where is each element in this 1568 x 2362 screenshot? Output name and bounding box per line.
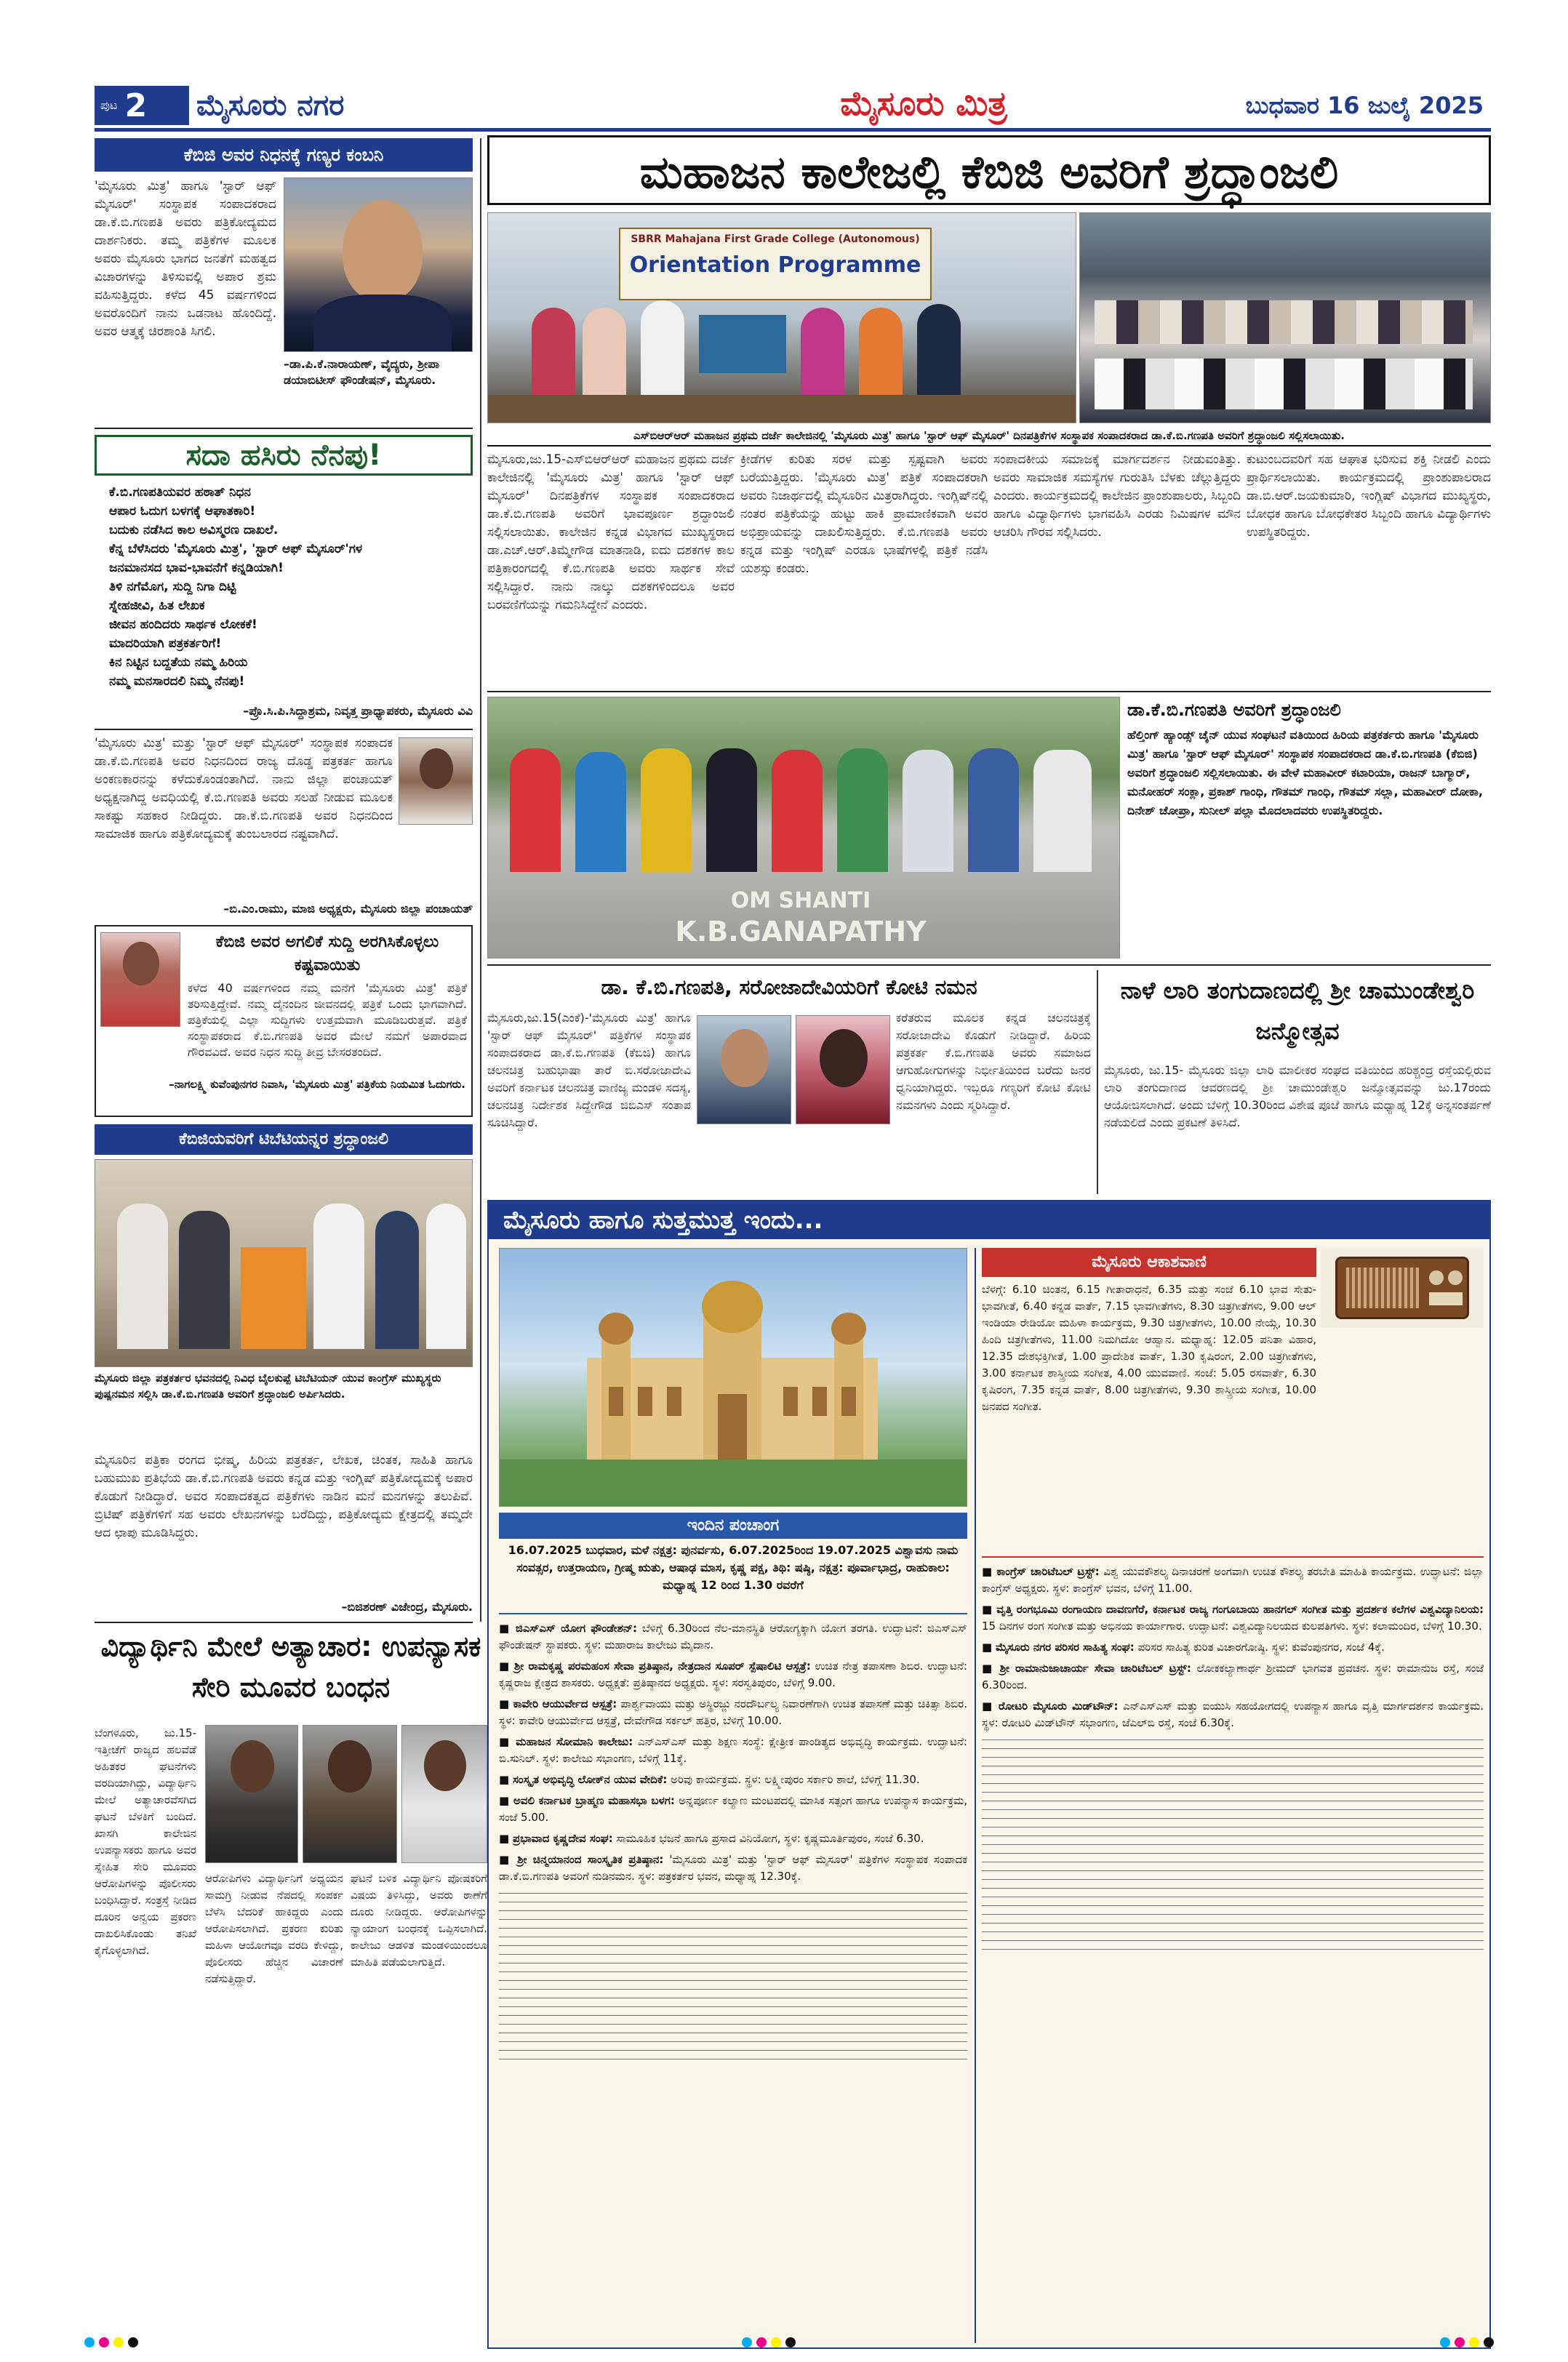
registration-dot — [785, 2337, 796, 2347]
reader-tribute-text: ಕಳೆದ 40 ವರ್ಷಗಳಿಂದ ನಮ್ಮ ಮನೆಗೆ 'ಮೈಸೂರು ಮಿತ್ರ' ಪತ್ರಿಕೆ ತರಿಸುತ್ತಿದ್ದೇವೆ. ನಮ್ಮ ದೈನಂದಿನ ಜೀವನದಲ್ಲಿ ಪತ್ರಿಕೆ ಒಂದು ಭಾಗವಾಗಿದೆ. ಪತ್ರಿಕೆಯಲ್ಲಿ ಎಲ್ಲಾ ಸುದ್ದಿಗಳು ಉತ್ತಮವಾಗಿ ಮೂಡಿಬರುತ್ತವೆ. ಪತ್ರಿಕೆ ಸಂಸ್ಥಾಪಕರಾದ ಕೆ.ಬಿ.ಗಣಪತಿ ಅವರ ಮೇಲೆ ನಮಗೆ ಅಪಾರವಾದ ಗೌರವವಿದೆ. ಅವರ ನಿಧನ ಸುದ್ದಿ ತೀವ್ರ ಬೇಸರತಂದಿದೆ. — [188, 981, 467, 1059]
page-number-box — [95, 86, 189, 125]
event-text: ಪಾರ್ಶ್ವವಾಯು ಮತ್ತು ಅಸ್ಥಿರಜ್ಜು ನರದೌರ್ಬಲ್ಯ ನಿವಾರಣೆಗಾಗಿ ಉಚಿತ ತಪಾಸಣೆ ಮತ್ತು ಚಿಕಿತ್ಸಾ ಶಿಬಿರ. ಸ್ಥಳ: ಕಾವೇರಿ ಆಯುರ್ವೇದ ಆಸ್ಪತ್ರೆ, ದೇವೇಗೌಡ ಸರ್ಕಲ್ ಹತ್ತಿರ, ಬೆಳಿಗ್ಗೆ 10.00. — [499, 1697, 967, 1727]
ground-text-name: K.B.GANAPATHY — [675, 916, 927, 948]
radio-schedule: ಬೆಳಗ್ಗೆ: 6.10 ಚಿಂತನ, 6.15 ಗೀತಾರಾಧನೆ, 6.35 ಮತ್ತು ಸಂಜೆ 6.10 ಭಾವ ಸೇತು-ಭಾವಗೀತೆ, 6.40 ಕನ್ನಡ ವಾರ್ತೆ, 7.15 ಭಾವಗೀತೆಗಳು, 8.30 ಚಿತ್ರಗೀತೆಗಳು, 9.00 ಆಲ್ ಇಂಡಿಯಾ ರೇಡಿಯೋ ಮಹಿಳಾ ಕಾರ್ಯಕ್ರಮ, 9.30 ಚಿತ್ರಗೀತೆಗಳು, 10.00 ನೇಯ್ಗೆ, 10.30 ಹಿಂದಿ ಚಿತ್ರಗೀತೆಗಳು, 11.00 ನಿಮಗಿದೋ ಆಹ್ವಾನ. ಮಧ್ಯಾಹ್ನ: 12.05 ಪನಿತಾ ವಿಹಾರ, 12.35 ದೇಶಭಕ್ತಿಗೀತೆ, 1.00 ಪ್ರಾದೇಶಿಕ ವಾರ್ತೆ, 1.30 ಕೃಷಿರಂಗ, 2.00 ಚಿತ್ರಗೀತೆಗಳು, 3.00 ಕರ್ನಾಟಕ ಶಾಸ್ತ್ರೀಯ ಸಂಗೀತ, 4.00 ಯುವವಾಣಿ. ಸಂಜೆ: 5.05 ರಸವಾರ್ತೆ, 6.30 ಕೃಷಿರಂಗ, 7.35 ಕನ್ನಡ ವಾರ್ತೆ, 8.00 ಚಿತ್ರಗೀತೆಗಳು, 9.30 ಶಾಸ್ತ್ರೀಯ ಸಂಗೀತ, 10.00 ಜನಪದ ಸಂಗೀತ. — [982, 1283, 1316, 1413]
poem-line: ಮಾದರಿಯಾಗಿ ಪತ್ರಕರ್ತರಿಗೆ! — [109, 636, 222, 651]
poem-body — [109, 483, 465, 701]
registration-dot — [113, 2337, 124, 2347]
main-stage-photo — [487, 212, 1076, 423]
page-label: ಪುಟ — [100, 98, 118, 112]
registration-dot — [742, 2337, 752, 2347]
event-title: ಸಂಸ್ಕೃತ ಅಭಿವೃದ್ಧಿ ಲೋಕ್‌ನ ಯುವ ವೇದಿಕೆ: — [512, 1773, 668, 1786]
left-divider-2 — [95, 729, 473, 730]
column-divider-left — [480, 138, 481, 1622]
main-headline: ಮಹಾಜನ ಕಾಲೇಜಲ್ಲಿ ಕೆಬಿಜಿ ಅವರಿಗೆ ಶ್ರದ್ಧಾಂಜಲಿ — [487, 135, 1491, 205]
section-name: ಮೈಸೂರು ನಗರ — [196, 89, 345, 122]
yoga-group-photo — [487, 697, 1120, 958]
left-header-tribute: ಕೆಬಿಜಿ ಅವರ ನಿಧನಕ್ಕೆ ಗಣ್ಯರ ಕಂಬನಿ — [95, 138, 473, 172]
event-item: ■ ಕಾಂಗ್ರೆಸ್ ಚಾರಿಟೆಬಲ್ ಟ್ರಸ್ಟ್: ವಿಶ್ವ ಯುವಕೌಶಲ್ಯ ದಿನಾಚರಣೆ ಅಂಗವಾಗಿ ಉಚಿತ ಕೌಶಲ್ಯ ತರಬೇತಿ ಮಾಹಿತಿ ಕಾರ್ಯಕ್ರಮ. ಉದ್ಘಾಟನೆ: ಜಿಲ್ಲಾ ಕಾಂಗ್ರೆಸ್ ಅಧ್ಯಕ್ಷರು. ಸ್ಥಳ: ಕಾಂಗ್ರೆಸ್ ಭವನ, ಬೆಳಿಗ್ಗೆ 11.00. — [982, 1565, 1484, 1595]
portrait-photo-kbg — [697, 1015, 791, 1124]
lorry-text: ಮೈಸೂರು, ಜು.15- ಮೈಸೂರು ಜಿಲ್ಲಾ ಲಾರಿ ಮಾಲೀಕರ ಸಂಘದ ವತಿಯಿಂದ ಹರಿಶ್ಚಂದ್ರ ರಸ್ತೆಯಲ್ಲಿರುವ ಲಾರಿ ತಂಗುದಾಣದ ಆವರಣದಲ್ಲಿ ಶ್ರೀ ಚಾಮುಂಡೇಶ್ವರಿ ಜನ್ಮೋತ್ಸವವನ್ನು ಜು.17ರಂದು ಆಯೋಜಿಸಲಾಗಿದೆ. ಅಂದು ಬೆಳಿಗ್ಗೆ 10.30ರಿಂದ ವಿಶೇಷ ಪೂಜೆ ಹಾಗೂ ಮಧ್ಯಾಹ್ನ 12ಕ್ಕೆ ಅನ್ನಸಂತರ್ಪಣೆ ನಡೆಯಲಿದೆ ಎಂದು ಪ್ರಕಟಣೆ ತಿಳಿಸಿದೆ. — [1104, 1063, 1491, 1129]
accused-photo-3 — [401, 1725, 487, 1863]
poem-line: ಸ್ನೇಹಜೀವಿ, ಹಿತ ಲೇಖಕ — [109, 598, 205, 613]
tibetan-tribute-header: ಕೆಬಿಜಿಯವರಿಗೆ ಟಿಬೆಟಿಯನ್ನರ ಶ್ರದ್ಧಾಂಜಲಿ — [95, 1124, 473, 1155]
event-title: ಕಾಂಗ್ರೆಸ್ ಚಾರಿಟೆಬಲ್ ಟ್ರಸ್ಟ್: — [996, 1565, 1100, 1578]
koti-text-col2: ಕರೆತರುವ ಮೂಲಕ ಕನ್ನಡ ಚಲನಚಿತ್ರಕ್ಕೆ ಸರೋಜಾದೇವಿ ಕೊಡುಗೆ ನೀಡಿದ್ದಾರೆ. ಹಿರಿಯ ಪತ್ರಕರ್ತ ಕೆ.ಬಿ.ಗಣಪತಿ ಅವರು ಸಮಾಜದ ಆಗುಹೋಗುಗಳನ್ನು ನಿರ್ಭೀತಿಯಿಂದ ಬರೆದು ಜನರ ಧ್ವನಿಯಾಗಿದ್ದರು. ಇಬ್ಬರೂ ಗಣ್ಯರಿಗೆ ಕೋಟಿ ಕೋಟಿ ನಮನಗಳು ಎಂದು ಸ್ಮರಿಸಿದ್ದಾರೆ. — [896, 1011, 1091, 1112]
college-banner — [619, 228, 932, 300]
tribute-text-1: 'ಮೈಸೂರು ಮಿತ್ರ' ಹಾಗೂ 'ಸ್ಟಾರ್ ಆಫ್ ಮೈಸೂರ್' ಸಂಸ್ಥಾಪಕ ಸಂಪಾದಕರಾದ ಡಾ.ಕೆ.ಬಿ.ಗಣಪತಿ ಅವರು ಪತ್ರಿಕೋದ್ಯಮದ ದಾರ್ಶನಿಕರು. ತಮ್ಮ ಪತ್ರಿಕೆಗಳ ಮೂಲಕ ಅವರು ಮೈಸೂರು ಭಾಗದ ಜನತೆಗೆ ಮಹತ್ವದ ವಿಚಾರಗಳನ್ನು ತಿಳಿಸುವಲ್ಲಿ ಅಪಾರ ಶ್ರಮ ವಹಿಸುತ್ತಿದ್ದರು. ಕಳೆದ 45 ವರ್ಷಗಳಿಂದ ಅವರೊಂದಿಗೆ ನಾನು ಒಡನಾಟ ಹೊಂದಿದ್ದೆ. ಅವರ ಆತ್ಮಕ್ಕೆ ಚಿರಶಾಂತಿ ಸಿಗಲಿ. — [95, 179, 276, 339]
poem-line: ಕೆ.ಬಿ.ಗಣಪತಿಯವರ ಹಠಾತ್ ನಿಧನ — [109, 485, 251, 500]
ground-text-om-shanti: OM SHANTI — [730, 888, 871, 913]
event-item: ■ ಮಹಾಜನ ಸೋಮಾನಿ ಕಾಲೇಜು: ಎನ್‌ಎಸ್‌ಎಸ್ ಮತ್ತು ಶಿಕ್ಷಣ ಸಂಸ್ಥೆ: ಕ್ಷೇತ್ರೀಕ ಪಾಂಡಿತ್ಯದ ಅಭಿವೃದ್ಧಿ ಕಾರ್ಯಕ್ರಮ. ಉದ್ಘಾಟನೆ: ಬಿ.ಸುನಿಲ್. ಸ್ಥಳ: ಕಾಲೇಜು ಸಭಾಂಗಣ, ಬೆಳಿಗ್ಗೆ 11ಕ್ಕೆ. — [499, 1735, 967, 1765]
masthead-logo: ಮೈಸೂರು ಮಿತ್ರ — [840, 84, 1007, 123]
main-story-col3: ಸಂಪಾದಕೀಯ ಸಮಾಜಕ್ಕೆ ಮಾರ್ಗದರ್ಶನ ನೀಡುವಂತಿತ್ತು. ಅವರು ಸಾಮಾಜಿಕ ಸಮಸ್ಯೆಗಳ ಗುರುತಿಸಿ ಬೆಳಕು ಚೆಲ್ಲುತ್ತಿದ್ದರು ಎಂದರು. ಕಾರ್ಯಕ್ರಮದಲ್ಲಿ ಕಾಲೇಜಿನ ಪ್ರಾಂಶುಪಾಲರು, ಸಿಬ್ಬಂದಿ ಹಾಗೂ ವಿದ್ಯಾರ್ಥಿಗಳು ಭಾಗವಹಿಸಿ ಎರಡು ನಿಮಿಷಗಳ ಮೌನ ಆಚರಿಸಿ ಗೌರವ ಸಲ್ಲಿಸಿದರು. — [993, 452, 1241, 540]
event-title: ಶ್ರೀ ರಾಮಕೃಷ್ಣ ಪರಮಹಂಸ ಸೇವಾ ಪ್ರತಿಷ್ಠಾನ, ನೇತ್ರದಾನ ಸೂಪರ್ ಸ್ಪೆಷಾಲಿಟಿ ಆಸ್ಪತ್ರೆ: — [514, 1660, 811, 1673]
registration-dot — [756, 2337, 767, 2347]
registration-dot — [1455, 2337, 1465, 2347]
poem-line: ಕೆನ್ನ ಬೆಳೆಸಿದರು 'ಮೈಸೂರು ಮಿತ್ರ', 'ಸ್ಟಾರ್ ಆಫ್ ಮೈಸೂರ್'ಗಳ — [109, 542, 363, 556]
koti-text-col1: ಮೈಸೂರು,ಜು.15(ಎಂಕೆ)-'ಮೈಸೂರು ಮಿತ್ರ' ಹಾಗೂ 'ಸ್ಟಾರ್ ಆಫ್ ಮೈಸೂರ್' ಪತ್ರಿಕೆಗಳ ಸಂಸ್ಥಾಪಕ ಸಂಪಾದಕರಾದ ಡಾ.ಕೆ.ಬಿ.ಗಣಪತಿ (ಕೆಬಿಜಿ) ಹಾಗೂ ಚಲನಚಿತ್ರ ಬಹುಭಾಷಾ ತಾರೆ ಬಿ.ಸರೋಜಾದೇವಿ ಅವರಿಗೆ ಕರ್ನಾಟಕ ಚಲನಚಿತ್ರ ವಾಣಿಜ್ಯ ಮಂಡಳಿ ಸದಸ್ಯ, ಚಲನಚಿತ್ರ ನಿರ್ದೇಶಕ ಸಿದ್ದೇಗೌಡ ಜಿಬಿಎಸ್ ಸಂತಾಪ ಸೂಚಿಸಿದ್ದಾರೆ. — [487, 1011, 691, 1129]
poem-signature: –ಪ್ರೊ.ಸಿ.ಪಿ.ಸಿದ್ದಾಶ್ರಮ, ನಿವೃತ್ತ ಪ್ರಾಧ್ಯಾಪಕರು, ಮೈಸೂರು ವಿವಿ — [243, 704, 473, 718]
event-title: ಮಹಾಜನ ಸೋಮಾನಿ ಕಾಲೇಜು: — [516, 1735, 633, 1748]
registration-dot — [128, 2337, 138, 2347]
registration-dot — [84, 2337, 95, 2347]
college-banner-text: SBRR Mahajana First Grade College (Autonomous) — [631, 233, 920, 245]
center-divider-2 — [487, 964, 1491, 966]
tribute-signature-1: –ಡಾ.ಪಿ.ಕೆ.ನಾರಾಯಣ್, ವೈದ್ಯರು, ಶ್ರೀಪಾ ಡಯಾಬಿಟೀಸ್ ಫೌಂಡೇಷನ್, ಮೈಸೂರು. — [284, 357, 440, 387]
students-audience-photo — [1079, 212, 1491, 423]
main-story-col2: ಕ್ರೀಡೆಗಳ ಕುರಿತು ಸರಳ ಮತ್ತು ಸ್ಪಷ್ಟವಾಗಿ ಅವರು ಬರೆಯುತ್ತಿದ್ದರು. 'ಮೈಸೂರು ಮಿತ್ರ' ಪತ್ರಿಕೆ ಸಂಪಾದಕರಾಗಿ ಅವರು ನಿಜಾರ್ಥದಲ್ಲಿ ಮೈಸೂರಿನ ಮಿತ್ರರಾಗಿದ್ದರು. ಇಂಗ್ಲಿಷ್‌ನಲ್ಲಿ ನಂತರ ಪತ್ರಿಕೆಯನ್ನು ಹುಟ್ಟು ಹಾಕಿ ಪ್ರಾಮಾಣಿಕವಾಗಿ ಅವರ ಅಭಿಪ್ರಾಯವನ್ನು ದಾಖಲಿಸುತ್ತಿದ್ದರು. ಕೆ.ಬಿ.ಗಣಪತಿ ಅವರು ಕನ್ನಡ ಮತ್ತು ಇಂಗ್ಲಿಷ್ ಎರಡೂ ಭಾಷೆಗಳಲ್ಲಿ ಪತ್ರಿಕೆ ನಡೆಸಿ ಯಶಸ್ಸು ಕಂಡರು. — [740, 452, 988, 576]
poem-line: ಆಪಾರ ಓದುಗ ಬಳಗಕ್ಕೆ ಆಘಾತಕಾರಿ! — [109, 504, 256, 519]
event-item: ■ ರೋಟರಿ ಮೈಸೂರು ಮಿಡ್‌ಟೌನ್: ಎನ್‌ಎಸ್‌ಎಸ್ ಮತ್ತು ಐಯುಸಿ ಸಹಯೋಗದಲ್ಲಿ ಉಪನ್ಯಾಸ ಹಾಗೂ ವೃತ್ತಿ ಮಾರ್ಗದರ್ಶನ ಕಾರ್ಯಕ್ರಮ. ಸ್ಥಳ: ರೋಟರಿ ಮಿಡ್‌ಟೌನ್ ಸಭಾಂಗಣ, ಜೆಎಲ್‌ಬಿ ರಸ್ತೆ, ಸಂಜೆ 6.30ಕ್ಕೆ. — [982, 1700, 1484, 1729]
issue-date: ಬುಧವಾರ 16 ಜುಲೈ 2025 — [1245, 92, 1484, 119]
event-text: ಎನ್‌ಎಸ್‌ಎಸ್ ಮತ್ತು ಶಿಕ್ಷಣ ಸಂಸ್ಥೆ: ಕ್ಷೇತ್ರೀಕ ಪಾಂಡಿತ್ಯದ ಅಭಿವೃದ್ಧಿ ಕಾರ್ಯಕ್ರಮ. ಉದ್ಘಾಟನೆ: ಬಿ.ಸುನಿಲ್. ಸ್ಥಳ: ಕಾಲೇಜು ಸಭಾಂಗಣ, ಬೆಳಿಗ್ಗೆ 11ಕ್ಕೆ. — [499, 1735, 967, 1765]
radio-header: ಮೈಸೂರು ಆಕಾಶವಾಣಿ — [982, 1248, 1316, 1277]
event-item: ■ ಶ್ರೀ ರಾಮಕೃಷ್ಣ ಪರಮಹಂಸ ಸೇವಾ ಪ್ರತಿಷ್ಠಾನ, ನೇತ್ರದಾನ ಸೂಪರ್ ಸ್ಪೆಷಾಲಿಟಿ ಆಸ್ಪತ್ರೆ: ಉಚಿತ ನೇತ್ರ ತಪಾಸಣಾ ಶಿಬಿರ. ಉದ್ಘಾಟನೆ: ಕೃಷ್ಣರಾಜ ಕ್ಷೇತ್ರದ ಶಾಸಕರು. ಅಧ್ಯಕ್ಷತೆ: ಪ್ರತಿಷ್ಠಾನದ ಅಧ್ಯಕ್ಷರು. ಸ್ಥಳ: ಸರಸ್ವತಿಪುರಂ, ಬೆಳಿಗ್ಗೆ 9.00. — [499, 1660, 967, 1689]
event-text: ಬೆಳಿಗ್ಗೆ 6.30ರಿಂದ ನೆಲ-ಮಾನಸ್ಥಿತಿ ಆರೋಗ್ಯಕ್ಕಾಗಿ ಯೋಗ ತರಗತಿ. ಉದ್ಘಾಟನೆ: ಜಿಎಸ್‌ಎಸ್ ಫೌಂಡೇಷನ್ ಸ್ಥಾಪಕರು. ಸ್ಥಳ: ಮಹಾರಾಜ ಕಾಲೇಜು ಮೈದಾನ. — [499, 1622, 967, 1652]
lorry-divider — [1097, 970, 1098, 1194]
event-title: ಶ್ರೀ ರಾಮಾನುಜಾಚಾರ್ಯ ಸೇವಾ ಚಾರಿಟೆಬಲ್ ಟ್ರಸ್ಟ್: — [999, 1662, 1191, 1675]
reader-tribute-title: ಕೆಬಿಜಿ ಅವರ ಅಗಲಿಕೆ ಸುದ್ದಿ ಅರಗಿಸಿಕೊಳ್ಳಲು ಕಷ್ಟವಾಯಿತು — [215, 933, 439, 974]
event-text: ಲೋಕಕಲ್ಯಾಣಾರ್ಥ ಶ್ರೀಮದ್ ಭಾಗವತ ಪ್ರವಚನ. ಸ್ಥಳ: ರಾಮಾನುಜ ರಸ್ತೆ, ಸಂಜೆ 6.30ರಿಂದ. — [982, 1662, 1484, 1692]
lorry-headline: ನಾಳೆ ಲಾರಿ ತಂಗುದಾಣದಲ್ಲಿ ಶ್ರೀ ಚಾಮುಂಡೇಶ್ವರಿ ಜನ್ಮೋತ್ಸವ — [1120, 977, 1475, 1045]
event-text: 'ಮೈಸೂರು ಮಿತ್ರ' ಮತ್ತು 'ಸ್ಟಾರ್ ಆಫ್ ಮೈಸೂರ್' ಪತ್ರಿಕೆಗಳ ಸಂಸ್ಥಾಪಕ ಸಂಪಾದಕ ಡಾ.ಕೆ.ಬಿ.ಗಣಪತಿ ಅವರಿಗೆ ನುಡಿನಮನ. ಸ್ಥಳ: ಪತ್ರಕರ್ತರ ಭವನ, ಮಧ್ಯಾಹ್ನ 12.30ಕ್ಕೆ. — [499, 1853, 967, 1883]
event-item: ■ ಜಿಎಸ್‌ಎಸ್ ಯೋಗ ಫೌಂಡೇಶನ್: ಬೆಳಿಗ್ಗೆ 6.30ರಿಂದ ನೆಲ-ಮಾನಸ್ಥಿತಿ ಆರೋಗ್ಯಕ್ಕಾಗಿ ಯೋಗ ತರಗತಿ. ಉದ್ಘಾಟನೆ: ಜಿಎಸ್‌ಎಸ್ ಫೌಂಡೇಷನ್ ಸ್ಥಾಪಕರು. ಸ್ಥಳ: ಮಹಾರಾಜ ಕಾಲೇಜು ಮೈದಾನ. — [499, 1622, 967, 1652]
poem-line: ನಮ್ಮ ಮನಸಾರದಲಿ ನಿಮ್ಮ ನೆನಪು! — [109, 674, 245, 689]
poem-line: ಬದುಕು ನಡೆಸಿದ ಕಾಲ ಅವಿಸ್ಮರಣ ದಾಖಲೆ. — [109, 523, 279, 537]
accused-photo-2 — [303, 1725, 397, 1863]
event-text: ವಿಶ್ವ ಯುವಕೌಶಲ್ಯ ದಿನಾಚರಣೆ ಅಂಗವಾಗಿ ಉಚಿತ ಕೌಶಲ್ಯ ತರಬೇತಿ ಮಾಹಿತಿ ಕಾರ್ಯಕ್ರಮ. ಉದ್ಘಾಟನೆ: ಜಿಲ್ಲಾ ಕಾಂಗ್ರೆಸ್ ಅಧ್ಯಕ್ಷರು. ಸ್ಥಳ: ಕಾಂಗ್ರೆಸ್ ಭವನ, ಬೆಳಿಗ್ಗೆ 11.00. — [982, 1565, 1484, 1595]
event-text: ಸಾಮೂಹಿಕ ಭಜನೆ ಹಾಗೂ ಪ್ರಸಾದ ವಿನಿಯೋಗ, ಸ್ಥಳ: ಕೃಷ್ಣಮೂರ್ತಿಪುರಂ, ಸಂಜೆ 6.30. — [616, 1832, 924, 1845]
tibetan-group-photo — [95, 1159, 473, 1367]
poem-title: ಸದಾ ಹಸಿರು ನೆನಪು! — [95, 435, 473, 476]
main-story-col1: ಮೈಸೂರು,ಜು.15-ಎಸ್‌ಬಿಆರ್‌ಆರ್ ಮಹಾಜನ ಪ್ರಥಮ ದರ್ಜೆ ಕಾಲೇಜಿನಲ್ಲಿ 'ಮೈಸೂರು ಮಿತ್ರ' ಹಾಗೂ 'ಸ್ಟಾರ್ ಆಫ್ ಮೈಸೂರ್' ದಿನಪತ್ರಿಕೆಗಳ ಸಂಸ್ಥಾಪಕ ಸಂಪಾದಕರಾದ ಡಾ.ಕೆ.ಬಿ.ಗಣಪತಿ ಅವರಿಗೆ ಭಾವಪೂರ್ಣ ಶ್ರದ್ಧಾಂಜಲಿ ಸಲ್ಲಿಸಲಾಯಿತು. ಕಾಲೇಜಿನ ಕನ್ನಡ ವಿಭಾಗದ ಮುಖ್ಯಸ್ಥರಾದ ಡಾ.ಎಚ್.ಆರ್.ತಿಮ್ಮೇಗೌಡ ಮಾತನಾಡಿ, ಐದು ದಶಕಗಳ ಕಾಲ ಪತ್ರಿಕಾರಂಗದಲ್ಲಿ ಕೆ.ಬಿ.ಗಣಪತಿ ಅವರು ಸಾರ್ಥಕ ಸೇವೆ ಸಲ್ಲಿಸಿದ್ದಾರೆ. ನಾನು ನಾಲ್ಕು ದಶಕಗಳಿಂದಲೂ ಅವರ ಬರವಣಿಗೆಯನ್ನು ಗಮನಿಸಿದ್ದೇನೆ ಎಂದರು. — [487, 452, 735, 612]
mysore-palace-image — [499, 1248, 967, 1507]
poem-line: ಕಿನ ನಿಟ್ಟಿನ ಬದ್ದತೆಯ ನಮ್ಮ ಹಿರಿಯ — [109, 655, 248, 670]
crime-text-col1: ಬೆಂಗಳೂರು, ಜು.15- ಇತ್ತೀಚೆಗೆ ರಾಜ್ಯದ ಹಲವೆಡೆ ಅಹಿತಕರ ಘಟನೆಗಳು ವರದಿಯಾಗಿದ್ದು, ವಿದ್ಯಾರ್ಥಿನಿ ಮೇಲೆ ಅತ್ಯಾಚಾರವೆಸಗಿದ ಘಟನೆ ಬೆಳಕಿಗೆ ಬಂದಿದೆ. ಖಾಸಗಿ ಕಾಲೇಜಿನ ಉಪನ್ಯಾಸಕರು ಹಾಗೂ ಅವರ ಸ್ನೇಹಿತ ಸೇರಿ ಮೂವರು ಆರೋಪಿಗಳನ್ನು ಪೊಲೀಸರು ಬಂಧಿಸಿದ್ದಾರೆ. ಸಂತ್ರಸ್ತೆ ನೀಡಿದ ದೂರಿನ ಅನ್ವಯ ಪ್ರಕರಣ ದಾಖಲಿಸಿಕೊಂಡು ತನಿಖೆ ಕೈಗೊಳ್ಳಲಾಗಿದೆ. — [95, 1726, 196, 1957]
today-column-divider — [975, 1248, 976, 2343]
event-list-filler — [499, 1893, 967, 2059]
event-item: ■ ಅವಲಿ ಕರ್ನಾಟಕ ಬ್ರಾಹ್ಮಣ ಮಹಾಸಭಾ ಬಳಗ: ಅನ್ನಪೂರ್ಣ ಕಲ್ಯಾಣ ಮಂಟಪದಲ್ಲಿ ಮಾಸಿಕ ಸತ್ಸಂಗ ಹಾಗೂ ಉಪನ್ಯಾಸ ಕಾರ್ಯಕ್ರಮ, ಸಂಜೆ 5.00. — [499, 1794, 967, 1824]
crime-text-col2: ಆರೋಪಿಗಳು ವಿದ್ಯಾರ್ಥಿನಿಗೆ ಅಧ್ಯಯನ ಸಾಮಗ್ರಿ ನೀಡುವ ನೆಪದಲ್ಲಿ ಸಂಪರ್ಕ ಬೆಳೆಸಿ ಬೆದರಿಕೆ ಹಾಕಿದ್ದರು ಎಂದು ಆರೋಪಿಸಲಾಗಿದೆ. ಪ್ರಕರಣ ಕುರಿತು ಮಹಿಳಾ ಆಯೋಗವೂ ವರದಿ ಕೇಳಿದ್ದು, ಪೊಲೀಸರು ಹೆಚ್ಚಿನ ವಿಚಾರಣೆ ನಡೆಸುತ್ತಿದ್ದಾರೆ. — [205, 1872, 343, 1985]
event-title: ಜಿಎಸ್‌ಎಸ್ ಯೋಗ ಫೌಂಡೇಶನ್: — [515, 1622, 638, 1635]
tibetan-tribute-signature: –ಬಿಜಿಶರಣ್ ವಿಜೇಂದ್ರ, ಮೈಸೂರು. — [341, 1600, 473, 1614]
event-text: ಅರಿವು ಕಾರ್ಯಕ್ರಮ. ಸ್ಥಳ: ಲಕ್ಷ್ಮೀಪುರಂ ಸರ್ಕಾರಿ ಶಾಲೆ, ಬೆಳಿಗ್ಗೆ 11.30. — [671, 1773, 920, 1786]
yoga-caption-title: ಡಾ.ಕೆ.ಬಿ.ಗಣಪತಿ ಅವರಿಗೆ ಶ್ರದ್ಧಾಂಜಲಿ — [1127, 700, 1341, 720]
event-title: ರೋಟರಿ ಮೈಸೂರು ಮಿಡ್‌ಟೌನ್: — [998, 1700, 1119, 1713]
today-section-header: ಮೈಸೂರು ಹಾಗೂ ಸುತ್ತಮುತ್ತ ಇಂದು... — [489, 1201, 1489, 1239]
event-text: ಪರಿಸರ ಸಾಹಿತ್ಯ ಕುರಿತ ವಿಚಾರಗೋಷ್ಠಿ. ಸ್ಥಳ: ಕುವೆಂಪುನಗರ, ಸಂಜೆ 4ಕ್ಕೆ. — [1137, 1641, 1385, 1654]
event-item: ■ ಶ್ರೀ ರಾಮಾನುಜಾಚಾರ್ಯ ಸೇವಾ ಚಾರಿಟೆಬಲ್ ಟ್ರಸ್ಟ್: ಲೋಕಕಲ್ಯಾಣಾರ್ಥ ಶ್ರೀಮದ್ ಭಾಗವತ ಪ್ರವಚನ. ಸ್ಥಳ: ರಾಮಾನುಜ ರಸ್ತೆ, ಸಂಜೆ 6.30ರಿಂದ. — [982, 1662, 1484, 1692]
events-list — [499, 1620, 967, 2345]
event-text: ಅನ್ನಪೂರ್ಣ ಕಲ್ಯಾಣ ಮಂಟಪದಲ್ಲಿ ಮಾಸಿಕ ಸತ್ಸಂಗ ಹಾಗೂ ಉಪನ್ಯಾಸ ಕಾರ್ಯಕ್ರಮ, ಸಂಜೆ 5.00. — [499, 1794, 967, 1824]
event-item: ■ ಕಾವೇರಿ ಆಯುರ್ವೇದ ಆಸ್ಪತ್ರೆ: ಪಾರ್ಶ್ವವಾಯು ಮತ್ತು ಅಸ್ಥಿರಜ್ಜು ನರದೌರ್ಬಲ್ಯ ನಿವಾರಣೆಗಾಗಿ ಉಚಿತ ತಪಾಸಣೆ ಮತ್ತು ಚಿಕಿತ್ಸಾ ಶಿಬಿರ. ಸ್ಥಳ: ಕಾವೇರಿ ಆಯುರ್ವೇದ ಆಸ್ಪತ್ರೆ, ದೇವೇಗೌಡ ಸರ್ಕಲ್ ಹತ್ತಿರ, ಬೆಳಿಗ್ಗೆ 10.00. — [499, 1697, 967, 1727]
event-title: ಶ್ರೀ ಚಿನ್ಮಯಾನಂದ ಸಾಂಸ್ಕೃತಿಕ ಪ್ರತಿಷ್ಠಾನ: — [517, 1853, 664, 1866]
event-title: ಮೈಸೂರು ನಗರ ಪರಿಸರ ಸಾಹಿತ್ಯ ಸಂಘ: — [995, 1641, 1135, 1654]
radio-icon — [1335, 1257, 1469, 1319]
event-text: ಉಚಿತ ನೇತ್ರ ತಪಾಸಣಾ ಶಿಬಿರ. ಉದ್ಘಾಟನೆ: ಕೃಷ್ಣರಾಜ ಕ್ಷೇತ್ರದ ಶಾಸಕರು. ಅಧ್ಯಕ್ಷತೆ: ಪ್ರತಿಷ್ಠಾನದ ಅಧ್ಯಕ್ಷರು. ಸ್ಥಳ: ಸರಸ್ವತಿಪುರಂ, ಬೆಳಿಗ್ಗೆ 9.00. — [499, 1660, 967, 1689]
registration-dot — [1440, 2337, 1450, 2347]
tibetan-tribute-text: ಮೈಸೂರಿನ ಪತ್ರಿಕಾ ರಂಗದ ಭೀಷ್ಮ, ಹಿರಿಯ ಪತ್ರಕರ್ತ, ಲೇಖಕ, ಚಿಂತಕ, ಸಾಹಿತಿ ಹಾಗೂ ಬಹುಮುಖ ಪ್ರತಿಭೆಯ ಡಾ.ಕೆ.ಬಿ.ಗಣಪತಿ ಅವರು ಕನ್ನಡ ಮತ್ತು ಇಂಗ್ಲಿಷ್ ಪತ್ರಿಕೋದ್ಯಮಕ್ಕೆ ಅಪಾರ ಕೊಡುಗೆ ನೀಡಿದ್ದಾರೆ. ಅವರ ಸಂಪಾದಕತ್ವದ ಪತ್ರಿಕೆಗಳು ನಾಡಿನ ಮನೆ ಮನಗಳನ್ನು ತಲುಪಿವೆ. ಬ್ರಿಟಿಷ್ ಪತ್ರಿಕೆಗಳಿಗೆ ಸಹ ಅವರು ಲೇಖನಗಳನ್ನು ಬರೆದಿದ್ದು, ಪತ್ರಿಕೋದ್ಯಮ ಕ್ಷೇತ್ರದಲ್ಲಿ ತಮ್ಮದೇ ಆದ ಛಾಪು ಮೂಡಿಸಿದ್ದರು. — [95, 1453, 473, 1540]
registration-dot — [1469, 2337, 1479, 2347]
portrait-photo-nagalakshmi — [100, 932, 180, 1027]
palace-illustration — [500, 1249, 967, 1507]
registration-dot — [1484, 2337, 1494, 2347]
radio-bottom-rule — [982, 1556, 1484, 1558]
event-item: ■ ಸಂಸ್ಕೃತ ಅಭಿವೃದ್ಧಿ ಲೋಕ್‌ನ ಯುವ ವೇದಿಕೆ: ಅರಿವು ಕಾರ್ಯಕ್ರಮ. ಸ್ಥಳ: ಲಕ್ಷ್ಮೀಪುರಂ ಸರ್ಕಾರಿ ಶಾಲೆ, ಬೆಳಿಗ್ಗೆ 11.30. — [499, 1773, 920, 1786]
center-divider-1 — [487, 691, 1491, 692]
right-events-list — [982, 1564, 1484, 2345]
event-title: ವೃತ್ತಿ ರಂಗಭೂಮಿ ರಂಗಾಯಣ ದಾವಣಗೆರೆ, ಕರ್ನಾಟಕ ರಾಜ್ಯ ಗಂಗೂಬಾಯಿ ಹಾನಗಲ್ ಸಂಗೀತ ಮತ್ತು ಪ್ರದರ್ಶಕ ಕಲೆಗಳ ವಿಶ್ವವಿದ್ಯಾನಿಲಯ: — [996, 1603, 1484, 1616]
event-title: ಅವಲಿ ಕರ್ನಾಟಕ ಬ್ರಾಹ್ಮಣ ಮಹಾಸಭಾ ಬಳಗ: — [513, 1794, 675, 1807]
left-divider-1 — [95, 428, 473, 429]
event-item: ■ ಶ್ರೀ ಚಿನ್ಮಯಾನಂದ ಸಾಂಸ್ಕೃತಿಕ ಪ್ರತಿಷ್ಠಾನ: 'ಮೈಸೂರು ಮಿತ್ರ' ಮತ್ತು 'ಸ್ಟಾರ್ ಆಫ್ ಮೈಸೂರ್' ಪತ್ರಿಕೆಗಳ ಸಂಸ್ಥಾಪಕ ಸಂಪಾದಕ ಡಾ.ಕೆ.ಬಿ.ಗಣಪತಿ ಅವರಿಗೆ ನುಡಿನಮನ. ಸ್ಥಳ: ಪತ್ರಕರ್ತರ ಭವನ, ಮಧ್ಯಾಹ್ನ 12.30ಕ್ಕೆ. — [499, 1853, 967, 1883]
portrait-photo-ramu — [399, 737, 473, 825]
event-item: ■ ಪ್ರಭಾವಾದ ಕೃಷ್ಣದೇವ ಸಂಘ: ಸಾಮೂಹಿಕ ಭಜನೆ ಹಾಗೂ ಪ್ರಸಾದ ವಿನಿಯೋಗ, ಸ್ಥಳ: ಕೃಷ್ಣಮೂರ್ತಿಪುರಂ, ಸಂಜೆ 6.30. — [499, 1832, 924, 1845]
main-story-col4: ಕುಟುಂಬದವರಿಗೆ ಸಹ ಆಘಾತ ಭರಿಸುವ ಶಕ್ತಿ ನೀಡಲಿ ಎಂದು ಪ್ರಾರ್ಥಿಸಲಾಯಿತು. ಕಾರ್ಯಕ್ರಮದಲ್ಲಿ ಪ್ರಾಂಶುಪಾಲರಾದ ಡಾ.ಬಿ.ಆರ್.ಜಯಕುಮಾರಿ, ಇಂಗ್ಲಿಷ್ ವಿಭಾಗದ ಮುಖ್ಯಸ್ಥರು, ಬೋಧಕ ಹಾಗೂ ಬೋಧಕೇತರ ಸಿಬ್ಬಂದಿ ಹಾಗೂ ವಿದ್ಯಾರ್ಥಿಗಳು ಉಪಸ್ಥಿತರಿದ್ದರು. — [1247, 452, 1491, 540]
panchanga-header: ಇಂದಿನ ಪಂಚಾಂಗ — [499, 1513, 967, 1539]
panchanga-text: 16.07.2025 ಬುಧವಾರ, ಮಳೆ ನಕ್ಷತ್ರ: ಪುನರ್ವಸು, 6.07.2025ರಿಂದ 19.07.2025 ವಿಶ್ವಾವಸು ನಾಮ ಸಂವತ್ಸರ, ಉತ್ತರಾಯಣ, ಗ್ರೀಷ್ಮ ಋತು, ಆಷಾಢ ಮಾಸ, ಕೃಷ್ಣ ಪಕ್ಷ, ತಿಥಿ: ಷಷ್ಠಿ, ನಕ್ಷತ್ರ: ಪೂರ್ವಾಭಾದ್ರ, ರಾಹುಕಾಲ: ಮಧ್ಯಾಹ್ನ 12 ರಿಂದ 1.30 ರವರೆಗೆ — [499, 1542, 967, 1614]
event-item: ■ ಮೈಸೂರು ನಗರ ಪರಿಸರ ಸಾಹಿತ್ಯ ಸಂಘ: ಪರಿಸರ ಸಾಹಿತ್ಯ ಕುರಿತ ವಿಚಾರಗೋಷ್ಠಿ. ಸ್ಥಳ: ಕುವೆಂಪುನಗರ, ಸಂಜೆ 4ಕ್ಕೆ. — [982, 1641, 1385, 1654]
portrait-photo-sarojadevi — [796, 1015, 890, 1124]
crime-headline: ವಿದ್ಯಾರ್ಥಿನಿ ಮೇಲೆ ಅತ್ಯಾಚಾರ: ಉಪನ್ಯಾಸಕ ಸೇರಿ ಮೂವರ ಬಂಧನ — [100, 1630, 481, 1703]
tribute-text-2: 'ಮೈಸೂರು ಮಿತ್ರ' ಮತ್ತು 'ಸ್ಟಾರ್ ಆಫ್ ಮೈಸೂರ್' ಸಂಸ್ಥಾಪಕ ಸಂಪಾದಕ ಡಾ.ಕೆ.ಬಿ.ಗಣಪತಿ ಅವರ ನಿಧನದಿಂದ ರಾಜ್ಯ ದೊಡ್ಡ ಪತ್ರಕರ್ತ ಹಾಗೂ ಅಂಕಣಕಾರನನ್ನು ಕಳೆದುಕೊಂಡಂತಾಗಿದೆ. ನಾನು ಜಿಲ್ಲಾ ಪಂಚಾಯತ್ ಅಧ್ಯಕ್ಷನಾಗಿದ್ದ ಅವಧಿಯಲ್ಲಿ ಕೆ.ಬಿ.ಗಣಪತಿ ಅವರು ಸಲಹೆ ನೀಡುವ ಮೂಲಕ ಸಾಕಷ್ಟು ಸಹಕಾರ ನೀಡಿದ್ದರು. ಡಾ.ಕೆ.ಬಿ.ಗಣಪತಿ ಅವರ ನಿಧನದಿಂದ ಸಾಮಾಜಿಕ ಹಾಗೂ ಪತ್ರಿಕೋದ್ಯಮಕ್ಕೆ ತುಂಬಲಾರದ ನಷ್ಟವಾಗಿದೆ. — [95, 736, 393, 841]
college-banner-subtitle: Orientation Programme — [629, 252, 921, 278]
page-number: 2 — [124, 87, 148, 124]
koti-headline: ಡಾ. ಕೆ.ಬಿ.ಗಣಪತಿ, ಸರೋಜಾದೇವಿಯರಿಗೆ ಕೋಟಿ ನಮನ — [601, 975, 977, 999]
event-text: ಎನ್‌ಎಸ್‌ಎಸ್ ಮತ್ತು ಐಯುಸಿ ಸಹಯೋಗದಲ್ಲಿ ಉಪನ್ಯಾಸ ಹಾಗೂ ವೃತ್ತಿ ಮಾರ್ಗದರ್ಶನ ಕಾರ್ಯಕ್ರಮ. ಸ್ಥಳ: ರೋಟರಿ ಮಿಡ್‌ಟೌನ್ ಸಭಾಂಗಣ, ಜೆಎಲ್‌ಬಿ ರಸ್ತೆ, ಸಂಜೆ 6.30ಕ್ಕೆ. — [982, 1700, 1484, 1729]
tribute-signature-2: –ಬಿ.ಎಂ.ರಾಮು, ಮಾಜಿ ಅಧ್ಯಕ್ಷರು, ಮೈಸೂರು ಜಿಲ್ಲಾ ಪಂಚಾಯತ್ — [223, 902, 473, 916]
yoga-caption-text: ಹೆಲ್ತಿಂಗ್ ಹ್ಯಾಂಡ್ಸ್ ಚೈನ್ ಯುವ ಸಂಘಟನೆ ವತಿಯಿಂದ ಹಿರಿಯ ಪತ್ರಕರ್ತರು ಹಾಗೂ 'ಮೈಸೂರು ಮಿತ್ರ' ಹಾಗೂ 'ಸ್ಟಾರ್ ಆಫ್ ಮೈಸೂರ್' ಸಂಸ್ಥಾಪಕ ಸಂಪಾದಕರಾದ ಡಾ.ಕೆ.ಬಿ.ಗಣಪತಿ (ಕೆಬಿಜಿ) ಅವರಿಗೆ ಶ್ರದ್ಧಾಂಜಲಿ ಸಲ್ಲಿಸಲಾಯಿತು. ಈ ವೇಳೆ ಮಹಾವೀರ್ ಕಟಾರಿಯಾ, ರಾಜನ್ ಬಾಗ್ಮಾರ್, ಮನೋಹರ್ ಸಂಕ್ಲಾ, ಪ್ರಕಾಶ್ ಗಾಂಧಿ, ಗೌತಮ್ ಗಾಂಧಿ, ಗೌತಮ್ ಸಲ್ಲಾ, ಮಹಾವೀರ್ ದೋಕಾ, ದಿನೇಶ್ ಚೋಪ್ರಾ, ಸುನೀಲ್ ಪಲ್ಲಾ ಮೊದಲಾದವರು ಉಪಸ್ಥಿತರಿದ್ದರು. — [1127, 726, 1491, 958]
main-photo-caption: ಎಸ್‌ಬಿಆರ್‌ಆರ್ ಮಹಾಜನ ಪ್ರಥಮ ದರ್ಜೆ ಕಾಲೇಜಿನಲ್ಲಿ 'ಮೈಸೂರು ಮಿತ್ರ' ಹಾಗೂ 'ಸ್ಟಾರ್ ಆಫ್ ಮೈಸೂರ್' ದಿನಪತ್ರಿಕೆಗಳ ಸಂಸ್ಥಾಪಕ ಸಂಪಾದಕರಾದ ಡಾ.ಕೆ.ಬಿ.ಗಣಪತಿ ಅವರಿಗೆ ಶ್ರದ್ಧಾಂಜಲಿ ಸಲ್ಲಿಸಲಾಯಿತು. — [487, 426, 1491, 447]
event-list-filler — [982, 1740, 1484, 1950]
registration-dot — [99, 2337, 109, 2347]
portrait-photo-narayan — [284, 177, 473, 352]
left-divider-3 — [95, 1622, 473, 1623]
event-title: ಕಾವೇರಿ ಆಯುರ್ವೇದ ಆಸ್ಪತ್ರೆ: — [513, 1697, 617, 1710]
event-text: 15 ದಿನಗಳ ರಂಗ ಸಂಗೀತ ಮತ್ತು ಅಭಿನಯ ಕಾರ್ಯಾಗಾರ. ಉದ್ಘಾಟನೆ: ವಿಶ್ವವಿದ್ಯಾನಿಲಯದ ಕುಲಪತಿಗಳು. ಸ್ಥಳ: ಕಲಾಮಂದಿರ, ಬೆಳಿಗ್ಗೆ 10.30. — [982, 1620, 1482, 1633]
accused-photo-1 — [205, 1725, 298, 1863]
tibetan-photo-caption: ಮೈಸೂರು ಜಿಲ್ಲಾ ಪತ್ರಕರ್ತರ ಭವನದಲ್ಲಿ ನಿವಿಧ ಬೈಲಕುಪ್ಪೆ ಟಿಬೆಟಿಯನ್ ಯುವ ಕಾಂಗ್ರೆಸ್ ಮುಖ್ಯಸ್ಥರು ಪುಷ್ಪನಮನ ಸಲ್ಲಿಸಿ ಡಾ.ಕೆ.ಬಿ.ಗಣಪತಿ ಅವರಿಗೆ ಶ್ರದ್ಧಾಂಜಲಿ ಅರ್ಪಿಸಿದರು. — [95, 1370, 473, 1449]
crime-text-col3: ಘಟನೆ ಬಳಿಕ ವಿದ್ಯಾರ್ಥಿನಿ ಪೋಷಕರಿಗೆ ವಿಷಯ ತಿಳಿಸಿದ್ದು, ಅವರು ಠಾಣೆಗೆ ದೂರು ನೀಡಿದ್ದರು. ಆರೋಪಿಗಳನ್ನು ನ್ಯಾಯಾಂಗ ಬಂಧನಕ್ಕೆ ಒಪ್ಪಿಸಲಾಗಿದೆ. ಕಾಲೇಜು ಆಡಳಿತ ಮಂಡಳಿಯಿಂದಲೂ ಮಾಹಿತಿ ಪಡೆಯಲಾಗುತ್ತಿದೆ. — [351, 1872, 487, 1969]
radio-set-image — [1321, 1248, 1484, 1328]
poem-line: ಜೀವನ ಹಂದಿದರು ಸಾರ್ಥಕ ಲೋಕಕೆ! — [109, 617, 257, 632]
poem-line: ತಿಳಿ ನಗೆಮೊಗ, ಸುದ್ದಿ ನಿಗಾ ದಿಟ್ಟಿ — [109, 580, 236, 594]
poem-line: ಜನಮಾನಸದ ಭಾವ-ಭಾವನೆಗೆ ಕನ್ನಡಿಯಾಗಿ! — [109, 561, 284, 575]
masthead-rule — [95, 128, 1491, 132]
reader-tribute-signature: –ನಾಗಲಕ್ಷ್ಮಿ ಕುವೆಂಪುನಗರ ನಿವಾಸಿ, 'ಮೈಸೂರು ಮಿತ್ರ' ಪತ್ರಿಕೆಯ ನಿಯಮಿತ ಓದುಗರು. — [169, 1078, 465, 1091]
registration-dot — [771, 2337, 781, 2347]
event-item: ■ ವೃತ್ತಿ ರಂಗಭೂಮಿ ರಂಗಾಯಣ ದಾವಣಗೆರೆ, ಕರ್ನಾಟಕ ರಾಜ್ಯ ಗಂಗೂಬಾಯಿ ಹಾನಗಲ್ ಸಂಗೀತ ಮತ್ತು ಪ್ರದರ್ಶಕ ಕಲೆಗಳ ವಿಶ್ವವಿದ್ಯಾನಿಲಯ: 15 ದಿನಗಳ ರಂಗ ಸಂಗೀತ ಮತ್ತು ಅಭಿನಯ ಕಾರ್ಯಾಗಾರ. ಉದ್ಘಾಟನೆ: ವಿಶ್ವವಿದ್ಯಾನಿಲಯದ ಕುಲಪತಿಗಳು. ಸ್ಥಳ: ಕಲಾಮಂದಿರ, ಬೆಳಿಗ್ಗೆ 10.30. — [982, 1603, 1484, 1633]
event-title: ಪ್ರಭಾವಾದ ಕೃಷ್ಣದೇವ ಸಂಘ: — [512, 1832, 613, 1845]
